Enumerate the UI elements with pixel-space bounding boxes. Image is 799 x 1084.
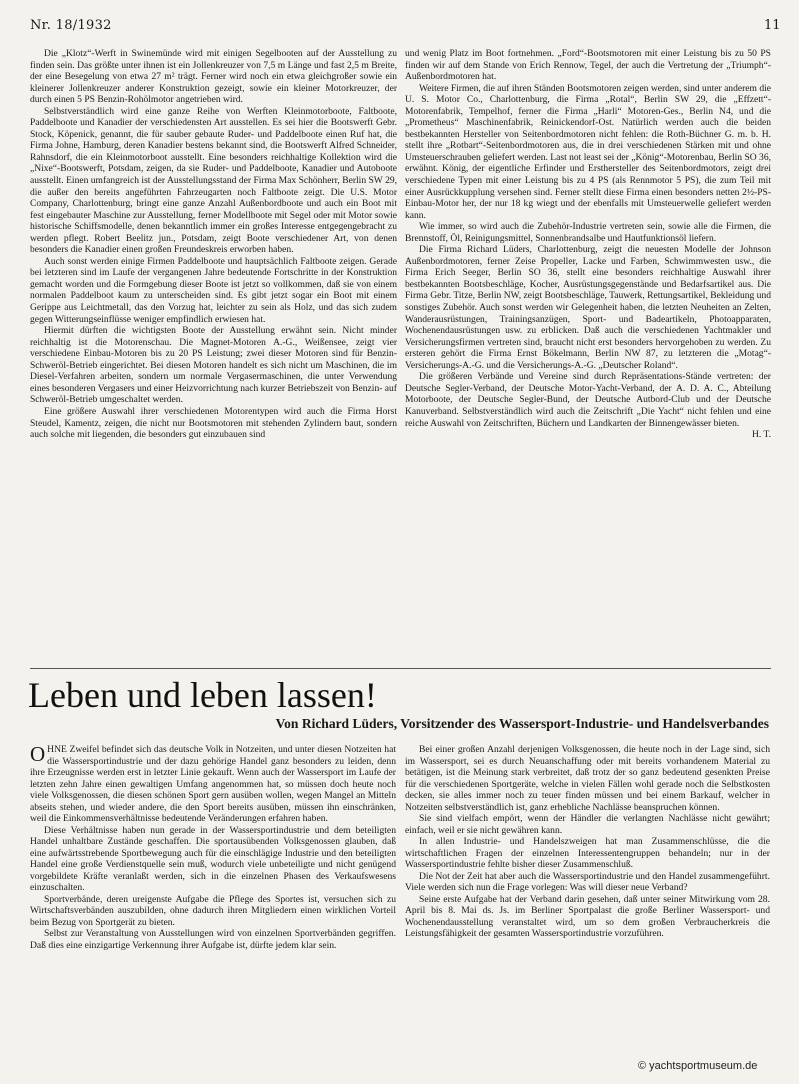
paragraph: Seine erste Aufgabe hat der Verband darin gesehen, daß unter seiner Mitwirkung vom 28. April bis 8. Mai ds. Js. im Berliner Sportpalast die große Berliner Wassersport- und Wochenendausstellung veranstaltet wird, um so dem großen Verbraucherkreis die Leistungsfähigkeit der gesamten Wassersportindustrie vorzuführen.	[405, 893, 770, 939]
paragraph: In allen Industrie- und Handelszweigen hat man Zusammenschlüsse, die die wirtschaftlichen Fragen der einzelnen Interessentengruppen behandeln; nur in der Wassersportindustrie fehlte bisher dieser Zusammenschluß.	[405, 836, 770, 870]
paragraph: Diese Verhältnisse haben nun gerade in der Wassersportindustrie und dem beteiligten Handel unhaltbare Zustände geschaffen. Die sportausübenden Volksgenossen glauben, daß eine aufwärtsstrebende Sportbewegung auch für die einschlägige Industrie und den beteiligten Handel eine große Verdienstquelle sein muß, wodurch viele unbeteiligte und nicht genügend vorgebildete Kräfte veranlaßt werden, sich in die einzelnen Phasen des Verkaufswesens einzuschalten.	[30, 824, 396, 893]
paragraph: Die Not der Zeit hat aber auch die Wassersportindustrie und den Handel zusammengeführt. Viele werden sich nun die Frage vorlegen: Was will dieser neue Verband?	[405, 870, 770, 893]
paragraph: Hiermit dürften die wichtigsten Boote der Ausstellung erwähnt sein. Nicht minder reichhaltig ist die Motorenschau. Die Magnet-Motoren A.-G., Weißensee, zeigt vier verschiedene Einbau-Motoren bis zu 20 PS Leistung; zwei dieser Motoren sind für Benzin-Schweröl-Betrieb eingerichtet. Bei diesen Motoren handelt es sich nicht um Maschinen, die im Diesel-Verfahren arbeiten, sondern um normale Vergasermaschinen, die unter Verwendung eines besonderen Vergasers und einer Heizvorrichtung nach kurzer Betriebszeit von Benzin- auf Schweröl-Betrieb umgeschaltet werden.	[30, 325, 397, 406]
article1-column-right	[405, 48, 771, 662]
lead-text: HNE Zweifel befindet sich das deutsche Volk in Notzeiten, und unter diesen Notzeiten hat die Wassersportindustrie und der dazu gehörige Handel ganz besonders zu leiden, denn ihre Erzeugnisse werden erst in letzter Linie gekauft. Wenn auch der Wassersport im Laufe der letzten zehn Jahre einen gewaltigen Umfang angenommen hat, so müssen doch heute noch viele Volksgenossen, die diesen schönen Sport gern ausüben wollen, wegen Mangel an Mitteln abseits stehen, und wieder andere, die den Sport bereits ausüben, müssen ihn einschränken, weil die Einkommensverhältnisse bedeutende Veränderungen erfahren haben.	[30, 744, 396, 824]
copyright-watermark: © yachtsportmuseum.de	[638, 1060, 758, 1072]
author-signature: H. T.	[751, 429, 771, 441]
issue-number: Nr. 18/1932	[30, 18, 112, 33]
section-divider	[30, 668, 771, 669]
article1-column-left	[30, 48, 397, 662]
paragraph: Sie sind vielfach empört, wenn der Händler die verlangten Nachlässe nicht gewährt; einfach, weil er sie nicht gewähren kann.	[405, 813, 770, 836]
article-title: Leben und leben lassen!	[28, 675, 377, 715]
paragraph: Auch sonst werden einige Firmen Paddelboote und hauptsächlich Faltboote zeigen. Gerade bei letzteren sind im Laufe der vergangenen Jahre bedeutende Fortschritte in der Konstruktion gemacht worden und die Formgebung dieser Boote ist jetzt so vollkommen, daß sie von einem normalen Paddelboot kaum zu unterscheiden sind. Es gibt jetzt sogar ein Boot mit einem Gerippe aus Leichtmetall, das den Vorzug hat, leichter zu sein als Holz, und das sich zudem gegen Witterungseinflüsse weniger empfindlich erwiesen hat.	[30, 255, 397, 325]
paragraph: und wenig Platz im Boot fortnehmen. „Ford“-Bootsmotoren mit einer Leistung bis zu 50 PS finden wir auf dem Stande von Erich Rennow, Tegel, der auch die Vertretung der „Triumph“-Außenbordmotoren hat.	[405, 48, 771, 83]
paragraph: Die „Klotz“-Werft in Swinemünde wird mit einigen Segelbooten auf der Ausstellung zu finden sein. Das größte unter ihnen ist ein Jollenkreuzer von 7,5 m Länge und fast 2,5 m Breite, der eine Besegelung von etwa 27 m² trägt. Ferner wird noch ein etwa gleichgroßer sowie ein kleinerer Jollenkreuzer anderer Konstruktion gezeigt, sowie ein kleiner Motorkreuzer, der durch einen 5 PS Benzin-Rohölmotor angetrieben wird.	[30, 48, 397, 106]
paragraph: Sportverbände, deren ureigenste Aufgabe die Pflege des Sportes ist, versuchen sich zu Wirtschaftsverbänden auszubilden, ohne dadurch ihren Mitgliedern einen wirklichen Vorteil beim Bezug von Sportgerät zu bieten.	[30, 893, 396, 928]
paragraph: Weitere Firmen, die auf ihren Ständen Bootsmotoren zeigen werden, sind unter anderem die U. S. Motor Co., Charlottenburg, die Firma „Rotal“, Berlin SW 29, die „Effzett“-Motorenfabrik, Tempelhof, ferner die Firma „Harli“ Motoren-Ges., Berlin N4, und die „Prometheus“ Maschinenfabrik, Reinickendorf-Ost. Natürlich werden auch die beiden bestbekannten Hersteller von Seitenbordmotoren nicht fehlen: die Roth-Büchner G. m. b. H. stellt ihre „Rotbart“-Seitenbordmotoren aus, die in drei verschiedenen Stärken mit und ohne Umsteuerschrauben geliefert werden. Last not least sei der „König“-Motorenbau, Berlin SO 36, erwähnt. König, der eigentliche Erfinder und Ersthersteller des Seitenbordmotors, zeigt drei verschiedene Typen mit einer Leistung bis zu 4 PS (als Rennmotor 5 PS), die zum Teil mit einer Ausrückkupplung versehen sind. Ferner stellt diese Firma einen besonders netten 2½-PS-Einbau-Motor her, der nur 18 kg wiegt und der ebenfalls mit Umsteuerwelle geliefert werden kann.	[405, 82, 771, 221]
paragraph: Die Firma Richard Lüders, Charlottenburg, zeigt die neuesten Modelle der Johnson Außenbordmotoren, ferner Zeise Propeller, Lacke und Farben, Schwimmwesten usw., die Firma Erich Seeger, Berlin SO 36, stellt eine besonders reichhaltige Auswahl ihrer bestbekannten Bootsbeschläge, Kocher, Ausrüstungsgegenstände und Bedarfsartikel aus. Die Firma Gebr. Titze, Berlin NW, zeigt Bootsbeschläge, Tauwerk, Rettungsartikel, Bekleidung und sonstiges Zubehör. Auch sonst werden wir Gelegenheit haben, die letzten Neuheiten an Zelten, Wanderausrüstungen, Trainingsanzügen, Sport- und Badeartikeln, Photoapparaten, Wochenendausrüstungen usw. zu erblicken. Daß auch die verschiedenen Yachtmakler und Versicherungsfirmen vertreten sind, braucht nicht erst besonders hervorgehoben zu werden. Zu ersteren gehört die Firma Ernst Bökelmann, Berlin NW 87, zu letzteren die „Motag“-Versicherungs-A.-G. und die Versicherungs-A.-G. „Deutscher Roland“.	[405, 244, 771, 371]
paragraph: Wie immer, so wird auch die Zubehör-Industrie vertreten sein, sowie alle die Firmen, die Brennstoff, Öl, Reinigungsmittel, Sonnenbrandsalbe und Hautfunktionsöl liefern.	[405, 221, 771, 244]
article2-column-right	[405, 744, 770, 1066]
paragraph: Bei einer großen Anzahl derjenigen Volksgenossen, die heute noch in der Lage sind, sich im Wassersport, sei es durch Neuanschaffung oder mit bereits vorhandenem Material zu betätigen, ist die Meinung stark verbreitet, daß trotz der so ganz bedeutend gesenkten Preise für die verschiedenen Sportgeräte, welche in vielen Fällen wohl gerade noch die Selbstkosten decken, sie alles immer noch zu teuer finden müssen und bei einem Barkauf, welcher in Notzeiten selbstverständlich ist, ganz erhebliche Nachlässe beanspruchen können.	[405, 744, 770, 813]
drop-cap: O	[30, 744, 46, 766]
article-byline: Von Richard Lüders, Vorsitzender des Wassersport-Industrie- und Handelsverbandes	[275, 716, 769, 731]
article2-column-left	[30, 744, 396, 1066]
paragraph: Eine größere Auswahl ihrer verschiedenen Motorentypen wird auch die Firma Horst Steudel, Kamentz, zeigen, die nicht nur Bootsmotoren mit stehenden Zylindern baut, sondern auch solche mit liegenden, die besonders gut einzubauen sind	[30, 405, 397, 441]
paragraph: Die größeren Verbände und Vereine sind durch Repräsentations-Stände vertreten: der Deutsche Segler-Verband, der Deutsche Motor-Yacht-Verband, der A. D. A. C., Abteilung Motorboote, der Deutsche Segler-Bund, der Deutsche Autbord-Club und der Deutsche Kanuverband. Selbstverständlich wird auch die Zeitschrift „Die Yacht“ nicht fehlen und eine reiche Auswahl von Zeitschriften, Büchern und Landkarten der Binnengewässer bieten.	[405, 371, 771, 429]
lead-paragraph	[30, 744, 396, 825]
paragraph: Selbst zur Veranstaltung von Ausstellungen wird von einzelnen Sportverbänden gegriffen. Daß dies eine einzigartige Verkennung ihrer Aufgabe ist, dürfte jedem klar sein.	[30, 928, 396, 951]
page-number: 11	[764, 18, 781, 33]
paragraph: Selbstverständlich wird eine ganze Reihe von Werften Kleinmotorboote, Faltboote, Paddelboote und Kanadier der verschiedensten Art ausstellen. Es sei hier die Bootswerft Gebr. Stock, Köpenick, genannt, die für sauber gebaute Ruder- und Paddelboote einen Ruf hat, die Firma Johne, Hamburg, deren Kanadier bestens bekannt sind, die Bootswerft Alfred Schneider, Rahnsdorf, die ein Kleinmotorboot ausstellt. Eine besonders reichhaltige Kollektion wird die „Nixe“-Bootswerft, Potsdam, zeigen, da sie Ruder- und Paddelboote, Kanadier und Autoboote ausstellt. Einen umfangreich ist der Ausstellungsstand der Firma Max Schönherr, Berlin SW 29, die außer den bereits angeführten Fahrzeugarten noch Faltboote zeigt. Die U.S. Motor Company, Charlottenburg, bringt eine ganze Anzahl Außenbordboote und auch ein Boot mit fest eingebauter Maschine zur Ausstellung, ferner Modellboote mit Segel oder mit Motor sowie historische Schiffsmodelle, denen bekanntlich immer ein großes Interesse entgegengebracht zu werden pflegt. Robert Beelitz jun., Potsdam, zeigt Boote verschiedener Art, von denen besonders die Kanadier einen großen Freundeskreis erworben haben.	[30, 105, 397, 256]
